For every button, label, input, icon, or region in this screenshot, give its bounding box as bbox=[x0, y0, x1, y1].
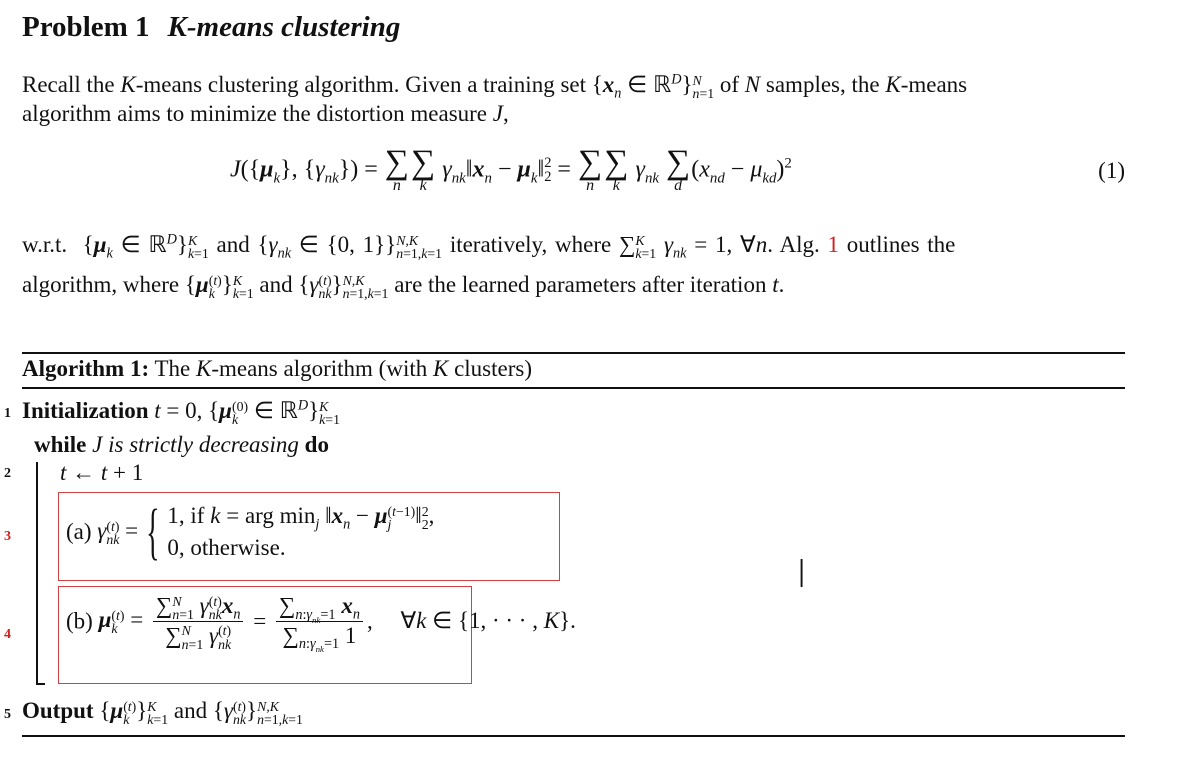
algorithm-top-rule bbox=[22, 352, 1125, 354]
while-line: while J is strictly decreasing do bbox=[34, 432, 329, 457]
increment-line: t ← t + 1 bbox=[60, 460, 144, 485]
algorithm-caption: Algorithm 1: The K-means algorithm (with K clusters) bbox=[22, 356, 532, 381]
algorithm-mid-rule bbox=[22, 387, 1125, 389]
output-line: Output {μ (t) k } K k=1 and {γ (t) nk } N,K n=1,k=1 bbox=[22, 698, 303, 727]
wrt-line-1: w.r.t. {$\mu_k$ ∈ ℝ$^D$} K k=1 and {$\gamma_{nk}$ ∈ {0, 1}} N,K n=1,k=1 iteratively, where ∑ K k=1 $\gamma_{nk} = 1$, ∀n. Alg. 1 outlines the bbox=[22, 231, 956, 262]
training-set-expr: {$x_n$ ∈ ℝ$^D$} N n=1 bbox=[591, 71, 715, 102]
equation-number: (1) bbox=[1098, 158, 1125, 183]
intro-line-2: algorithm aims to minimize the distortion measure J, bbox=[22, 101, 509, 126]
line-number: 4 bbox=[4, 627, 11, 642]
line-number: 2 bbox=[4, 466, 11, 481]
loop-bar bbox=[36, 462, 38, 684]
distortion-equation: $J(\{\mu_k\}$, $\{\gamma_{nk}\}$) = ∑ n ∑ k $\gamma_{nk}‖x_n$ − $\mu_k‖$ 2 2 = ∑ n ∑ k $\gamma_{nk}$ ∑ d $(x_{nd} - \mu_{kd})^2$ bbox=[230, 144, 792, 194]
step-b-update: (b) μ (t) k = ∑ N n=1 γ (t) nk $x_n$ ∑ N n=1 γ (t) nk = $\frac{\sum_{n:\gamma_{nk}=1} x_n}{\sum_{n:\gamma_{nk}=1} 1}$ , ∀k ∈ {1, · · · , K}. bbox=[66, 593, 576, 655]
problem-title: K-means clustering bbox=[167, 11, 401, 43]
loop-bar-end bbox=[36, 683, 45, 685]
problem-label: Problem 1 bbox=[22, 11, 150, 43]
algorithm-bottom-rule bbox=[22, 735, 1125, 737]
intro-line-1: Recall the K-means clustering algorithm. Given a training set {$x_n$ ∈ ℝ$^D$} N n=1 of N samples, the K-means bbox=[22, 71, 968, 102]
step-a-assignment: (a) γ (t) nk = { 1, if k = arg $\min_j$ $‖x_n - \mu$ (t−1) j ‖ 2 2 , 0, otherwise. bbox=[66, 498, 435, 566]
initialization-line: Initialization t = 0, {μ (0) k ∈ ℝ$^D$} K k=1 bbox=[22, 397, 340, 427]
line-number: 3 bbox=[4, 529, 11, 544]
algorithm-ref-link[interactable]: 1 bbox=[827, 232, 839, 257]
line-number: 5 bbox=[4, 707, 11, 722]
text-cursor-icon: I bbox=[796, 552, 808, 596]
wrt-line-2: algorithm, where {μ (t) k } K k=1 and {γ (t) nk } N,K n=1,k=1 are the learned parameters after iteration t. bbox=[22, 272, 785, 301]
line-number: 1 bbox=[4, 406, 11, 421]
page-title bbox=[22, 11, 400, 44]
